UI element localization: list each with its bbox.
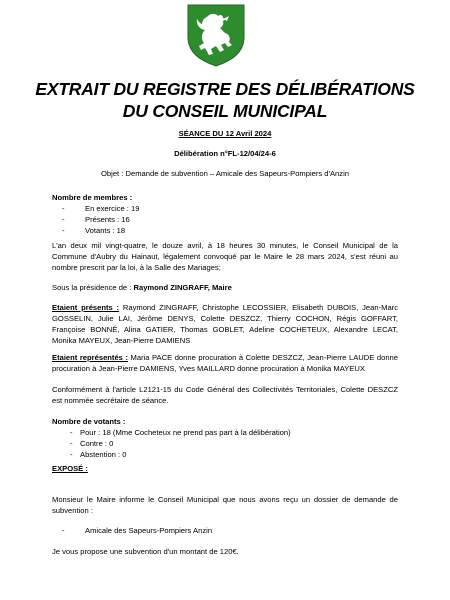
members-heading: Nombre de membres : (52, 193, 133, 202)
list-item: - Présents : 16 (62, 215, 130, 224)
voters-section (52, 416, 398, 460)
list-item: - En exercice : 19 (62, 204, 140, 213)
lion-crest-icon (185, 3, 247, 67)
object-line: Objet : Demande de subvention – Amicale des Sapeurs-Pompiers d'Anzin (101, 169, 349, 178)
proposal-line: Je vous propose une subvention d'un montant de 120€. (52, 547, 239, 556)
voters-list (52, 427, 398, 460)
list-item: - Abstention : 0 (70, 450, 127, 459)
present-members: Etaient présents : Raymond ZINGRAFF, Christophe LECOSSIER, Elisabeth DUBOIS, Jean-Marc GOSSELIN, Julie LAI, Jérôme DENYS, Colette DESZCZ, Thierry COCHON, Régis GOFFART, Françoise BONNÉ, Alina GATIER, Thomas GOBLET, Adeline COCHETEUX, Alexandre LECAT, Monika MAYEUX, Jean-Pierre DAMIENS (52, 303, 398, 345)
list-item: - Amicale des Sapeurs-Pompiers Anzin (62, 526, 213, 535)
intro-paragraph: L'an deux mil vingt-quatre, le douze avril, à 18 heures 30 minutes, le Conseil Municipal de la Commune d'Aubry du Hainaut, légalement convoqué par le Maire le 28 mars 2024, s'est réuni au nombre prescrit par la loi, à la Salle des Mariages; (52, 241, 398, 272)
represented-members: Etaient représentés : Maria PACE donne procuration à Colette DESZCZ, Jean-Pierre LAUDE donne procuration à Jean-Pierre DAMIENS, Yves MAILLARD donne procuration à Monika MAYEUX (52, 353, 398, 373)
members-section (52, 192, 398, 236)
title-line-2: DU CONSEIL MUNICIPAL (122, 101, 328, 121)
members-list (52, 203, 398, 236)
list-item: - Votants : 18 (62, 226, 126, 235)
secretary-paragraph: Conformément à l'article L2121-15 du Code Général des Collectivités Territoriales, Colette DESZCZ est nommée secrétaire de séance. (52, 385, 398, 405)
list-item: - Pour : 18 (Mme Cocheteux ne prend pas part à la délibération) (70, 428, 291, 437)
mayor-name: Raymond ZINGRAFF, Maire (133, 283, 232, 292)
document-title (0, 78, 450, 122)
expose-paragraph: Monsieur le Maire informe le Conseil Municipal que nous avons reçu un dossier de demande de subvention : (52, 495, 398, 515)
expose-heading: EXPOSÉ : (52, 464, 88, 473)
represented-label: Etaient représentés : (52, 353, 128, 362)
title-line-1: EXTRAIT DU REGISTRE DES DÉLIBÉRATIONS (35, 79, 415, 99)
list-item: - Contre : 0 (70, 439, 114, 448)
voters-heading: Nombre de votants : (52, 417, 126, 426)
presidency-line: Sous la présidence de : Raymond ZINGRAFF, Maire (52, 283, 232, 292)
deliberation-number: Délibération n°FL-12/04/24-6 (174, 149, 276, 158)
present-label: Etaient présents : (52, 303, 120, 312)
session-date: SÉANCE DU 12 Avril 2024 (178, 129, 272, 138)
beneficiary-line (52, 525, 398, 536)
